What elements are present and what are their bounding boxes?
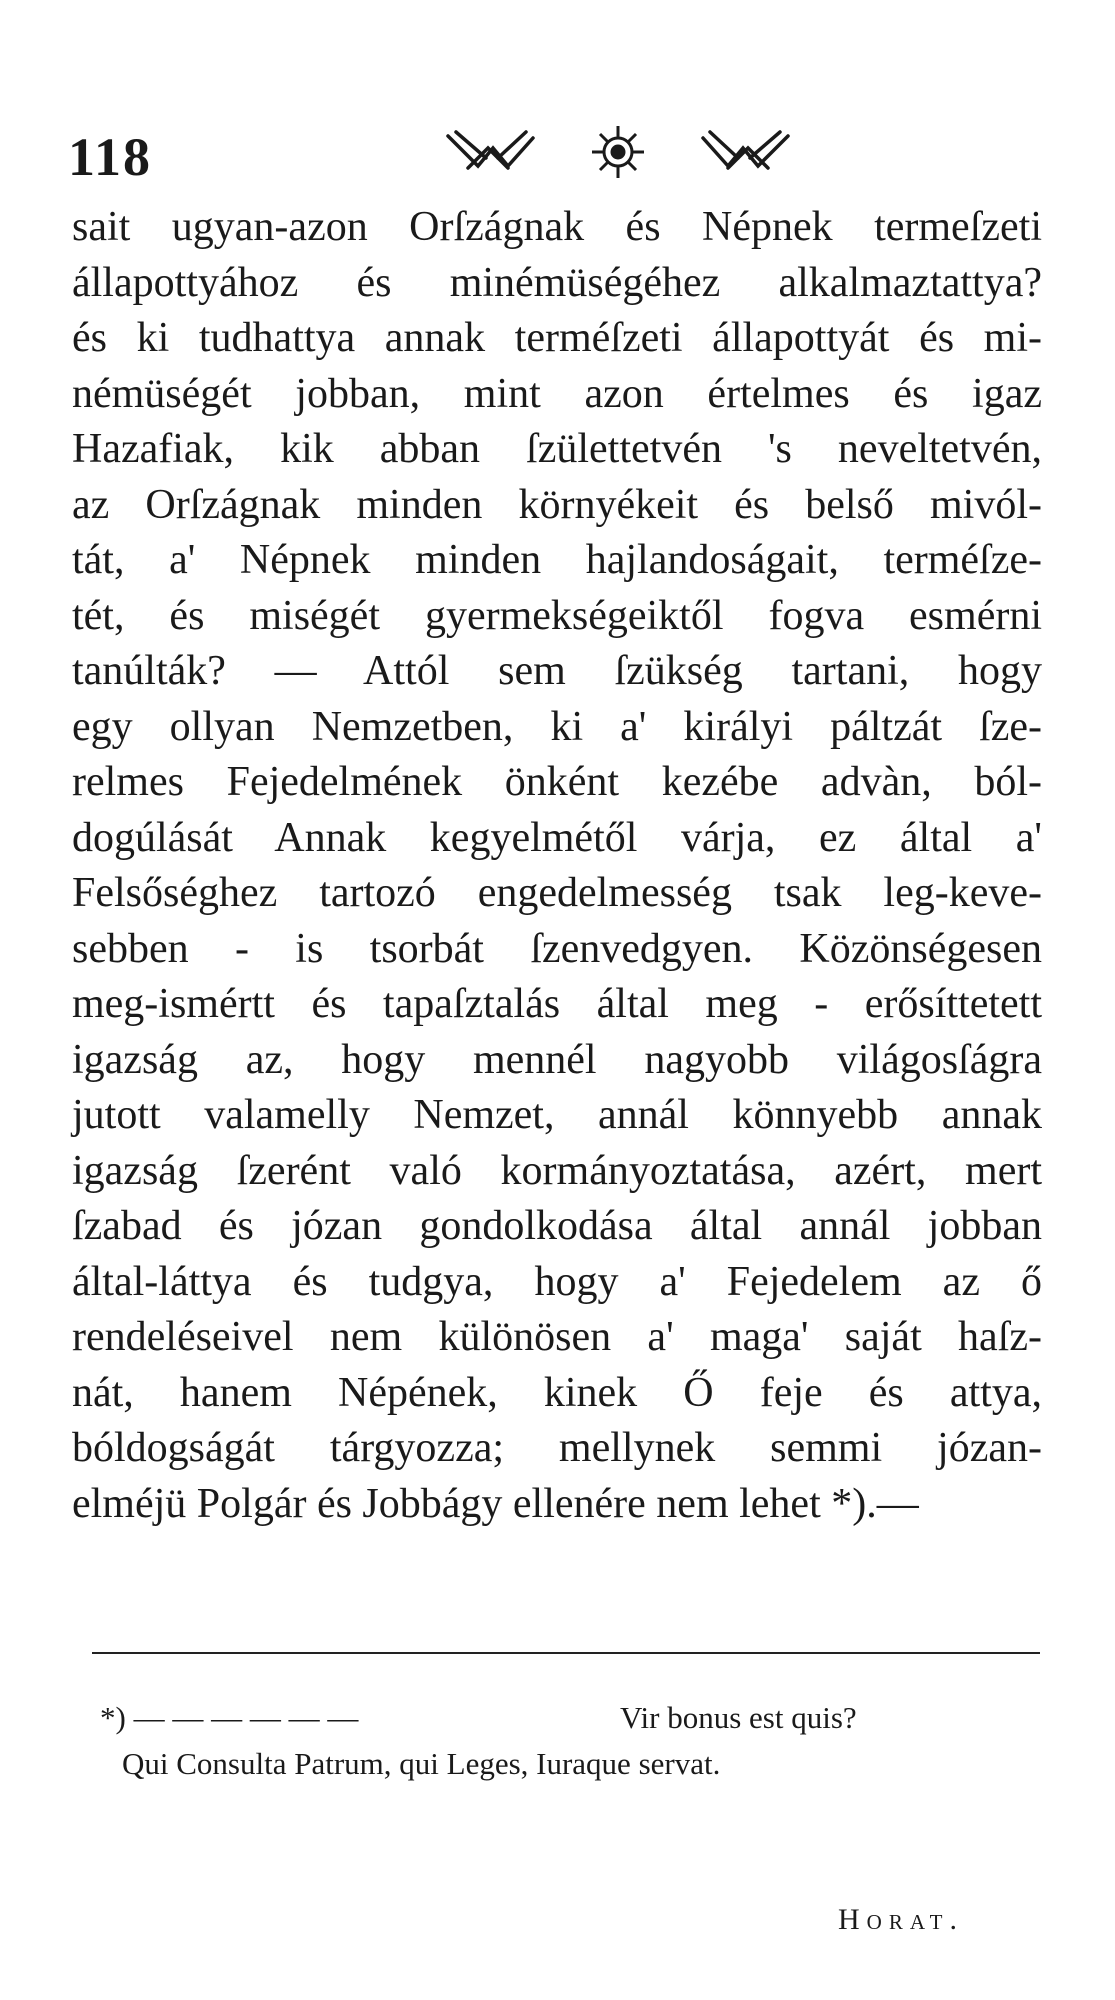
main-text (72, 200, 1042, 1532)
text-line: elméjü Polgár és Jobbágy ellenére nem lehet *).— (72, 1480, 919, 1527)
text-line: nát, hanem Népének, kinek Ő feje és attya, (72, 1369, 1042, 1416)
page-header (68, 118, 1028, 198)
text-line: Hazafiak, kik abban ſzülettetvén 's neveltetvén, (72, 426, 1042, 472)
scroll-ornament-icon (438, 118, 798, 188)
text-line: meg-ismértt és tapaſztalás által meg - erősíttetett (72, 981, 1042, 1027)
text-line: az Orſzágnak minden környékeit és belső mivól- (72, 481, 1042, 528)
text-line: állapottyához és minémüségéhez alkalmaztattya? (72, 259, 1042, 306)
text-line: egy ollyan Nemzetben, ki a' királyi páltzát ſze- (72, 703, 1042, 750)
footnote-quote-2: Qui Consulta Patrum, qui Leges, Iuraque servat. (122, 1746, 721, 1781)
text-line: és ki tudhattya annak terméſzeti állapottyát és mi- (72, 315, 1042, 361)
text-line: sait ugyan-azon Orſzágnak és Népnek termeſzeti (72, 204, 1042, 250)
text-line: tanúlták? — Attól sem ſzükség tartani, hogy (72, 648, 1042, 694)
text-line: jutott valamelly Nemzet, annál könnyebb annak (72, 1092, 1042, 1138)
text-line: tét, és miségét gyermekségeiktől fogva esmérni (72, 592, 1042, 639)
text-line: bóldogságát tárgyozza; mellynek semmi józan- (72, 1425, 1042, 1471)
text-line: ſzabad és józan gondolkodása által annál jobban (72, 1203, 1042, 1249)
footnote-dashes: — — — — — — (133, 1700, 359, 1735)
text-line: némüségét jobban, mint azon értelmes és igaz (72, 370, 1042, 417)
footnote-quote-1: Vir bonus est quis? (620, 1700, 857, 1735)
footnote-author: Horat. (838, 1903, 965, 1936)
page-number: 118 (68, 127, 153, 187)
text-line: sebben - is tsorbát ſzenvedgyen. Közönségesen (72, 925, 1042, 972)
text-line: igazság ſzerént való kormányoztatása, azért, mert (72, 1147, 1042, 1194)
text-line: dogúlását Annak kegyelmétől várja, ez által a' (72, 814, 1042, 861)
footnote-marker: *) (100, 1700, 126, 1735)
text-line: által-láttya és tudgya, hogy a' Fejedelem az ő (72, 1258, 1042, 1305)
text-line: rendeléseivel nem különösen a' maga' saját haſz- (72, 1314, 1042, 1360)
text-line: tát, a' Népnek minden hajlandoságait, terméſze- (72, 537, 1042, 583)
footnote-divider (92, 1652, 1040, 1654)
text-line: Felsőséghez tartozó engedelmesség tsak leg-keve- (72, 870, 1042, 916)
footnote-line-1 (100, 1695, 1020, 1741)
text-line: igazság az, hogy mennél nagyobb világosſágra (72, 1036, 1042, 1083)
footnote (100, 1695, 1020, 1787)
text-line: relmes Fejedelmének önként kezébe advàn, ból- (72, 759, 1042, 805)
